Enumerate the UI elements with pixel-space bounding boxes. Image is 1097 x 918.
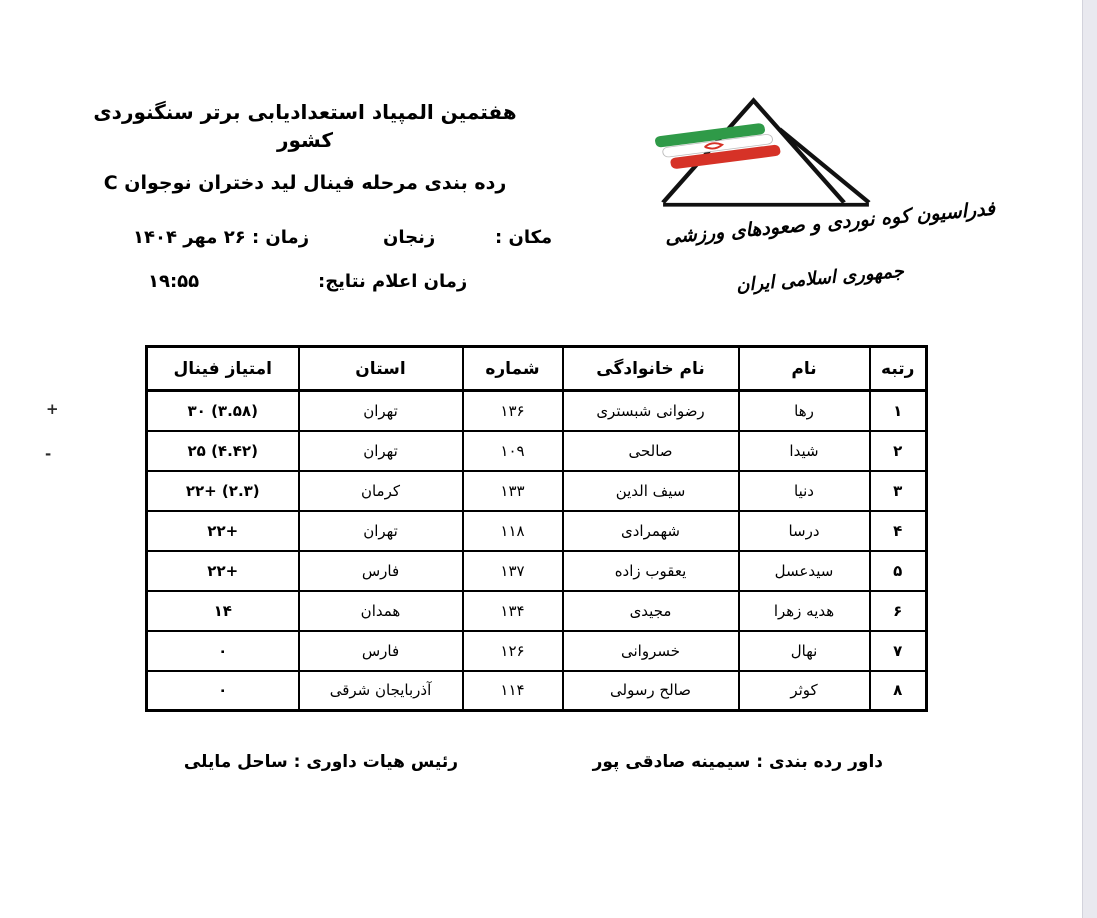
province-cell: تهران [299, 391, 463, 431]
bib-number-cell: ۱۱۸ [463, 511, 563, 551]
province-cell: تهران [299, 511, 463, 551]
header-number: شماره [463, 347, 563, 391]
federation-name: فدراسیون کوه نوردی و صعودهای ورزشی [664, 197, 996, 249]
table-row [147, 631, 927, 671]
header-score: امتیاز فینال [147, 347, 299, 391]
location-label: مکان : [495, 227, 553, 248]
bib-number-cell: ۱۳۶ [463, 391, 563, 431]
table-row [147, 431, 927, 471]
location-value: زنجان [383, 227, 436, 248]
plus-mark: + [46, 400, 59, 418]
iran-flag-icon [654, 121, 781, 171]
table-row [147, 671, 927, 711]
rank-cell: ۱ [870, 391, 927, 431]
name-cell: نهال [739, 631, 870, 671]
province-cell: همدان [299, 591, 463, 631]
rank-cell: ۵ [870, 551, 927, 591]
title-line-1: هفتمین المپیاد استعدادیابی برتر سنگنوردی کشور [93, 100, 517, 152]
rank-cell: ۶ [870, 591, 927, 631]
family-name-cell: صالحی [563, 431, 739, 471]
header-rank: رتبه [870, 347, 927, 391]
family-name-cell: خسروانی [563, 631, 739, 671]
header-name: نام [739, 347, 870, 391]
score-cell: ۲۲+ [147, 551, 299, 591]
title-line-2: رده بندی مرحله فینال لید دختران نوجوان C [103, 172, 507, 194]
family-name-cell: صالح رسولی [563, 671, 739, 711]
score-cell: ۱۴ [147, 591, 299, 631]
bib-number-cell: ۱۳۴ [463, 591, 563, 631]
name-cell: سیدعسل [739, 551, 870, 591]
federation-country: جمهوری اسلامی ایران [735, 260, 905, 297]
document-title [75, 98, 535, 197]
bib-number-cell: ۱۳۳ [463, 471, 563, 511]
table-row [147, 511, 927, 551]
minus-mark: - [45, 445, 52, 463]
bib-number-cell: ۱۳۷ [463, 551, 563, 591]
table-row [147, 471, 927, 511]
right-gutter-strip [1082, 0, 1097, 918]
family-name-cell: شهمرادی [563, 511, 739, 551]
rank-cell: ۳ [870, 471, 927, 511]
announce-results-label: زمان اعلام نتایج: [318, 271, 468, 292]
table-row [147, 391, 927, 431]
family-name-cell: مجیدی [563, 591, 739, 631]
province-cell: تهران [299, 431, 463, 471]
table-row [147, 551, 927, 591]
score-cell: ۰ [147, 671, 299, 711]
name-cell: درسا [739, 511, 870, 551]
family-name-cell: رضوانی شبستری [563, 391, 739, 431]
federation-logo [630, 86, 1030, 326]
header-province: استان [299, 347, 463, 391]
name-cell: رها [739, 391, 870, 431]
province-cell: فارس [299, 631, 463, 671]
province-cell: فارس [299, 551, 463, 591]
name-cell: شیدا [739, 431, 870, 471]
bib-number-cell: ۱۱۴ [463, 671, 563, 711]
score-cell: ۲۵ (۴.۴۲) [147, 431, 299, 471]
name-cell: دنیا [739, 471, 870, 511]
rank-cell: ۴ [870, 511, 927, 551]
family-name-cell: سیف الدین [563, 471, 739, 511]
table-header-row [147, 347, 927, 391]
score-cell: ۳۰ (۳.۵۸) [147, 391, 299, 431]
province-cell: آذربایجان شرقی [299, 671, 463, 711]
header-family: نام خانوادگی [563, 347, 739, 391]
family-name-cell: یعقوب زاده [563, 551, 739, 591]
mountain-icon [652, 90, 892, 210]
score-cell: ۰ [147, 631, 299, 671]
province-cell: کرمان [299, 471, 463, 511]
ranking-judge: داور رده بندی : سیمینه صادقی پور [592, 752, 883, 772]
score-cell: ۲۲+ [147, 511, 299, 551]
rank-cell: ۲ [870, 431, 927, 471]
name-cell: هدیه زهرا [739, 591, 870, 631]
date-text: زمان : ۲۶ مهر ۱۴۰۴ [133, 227, 310, 248]
rank-cell: ۸ [870, 671, 927, 711]
score-cell: ۲۲+ (۲.۳) [147, 471, 299, 511]
results-table [145, 345, 928, 712]
table-row [147, 591, 927, 631]
rank-cell: ۷ [870, 631, 927, 671]
jury-president: رئیس هیات داوری : ساحل مایلی [183, 752, 458, 772]
name-cell: کوثر [739, 671, 870, 711]
bib-number-cell: ۱۰۹ [463, 431, 563, 471]
bib-number-cell: ۱۲۶ [463, 631, 563, 671]
announce-results-time: ۱۹:۵۵ [148, 271, 200, 292]
